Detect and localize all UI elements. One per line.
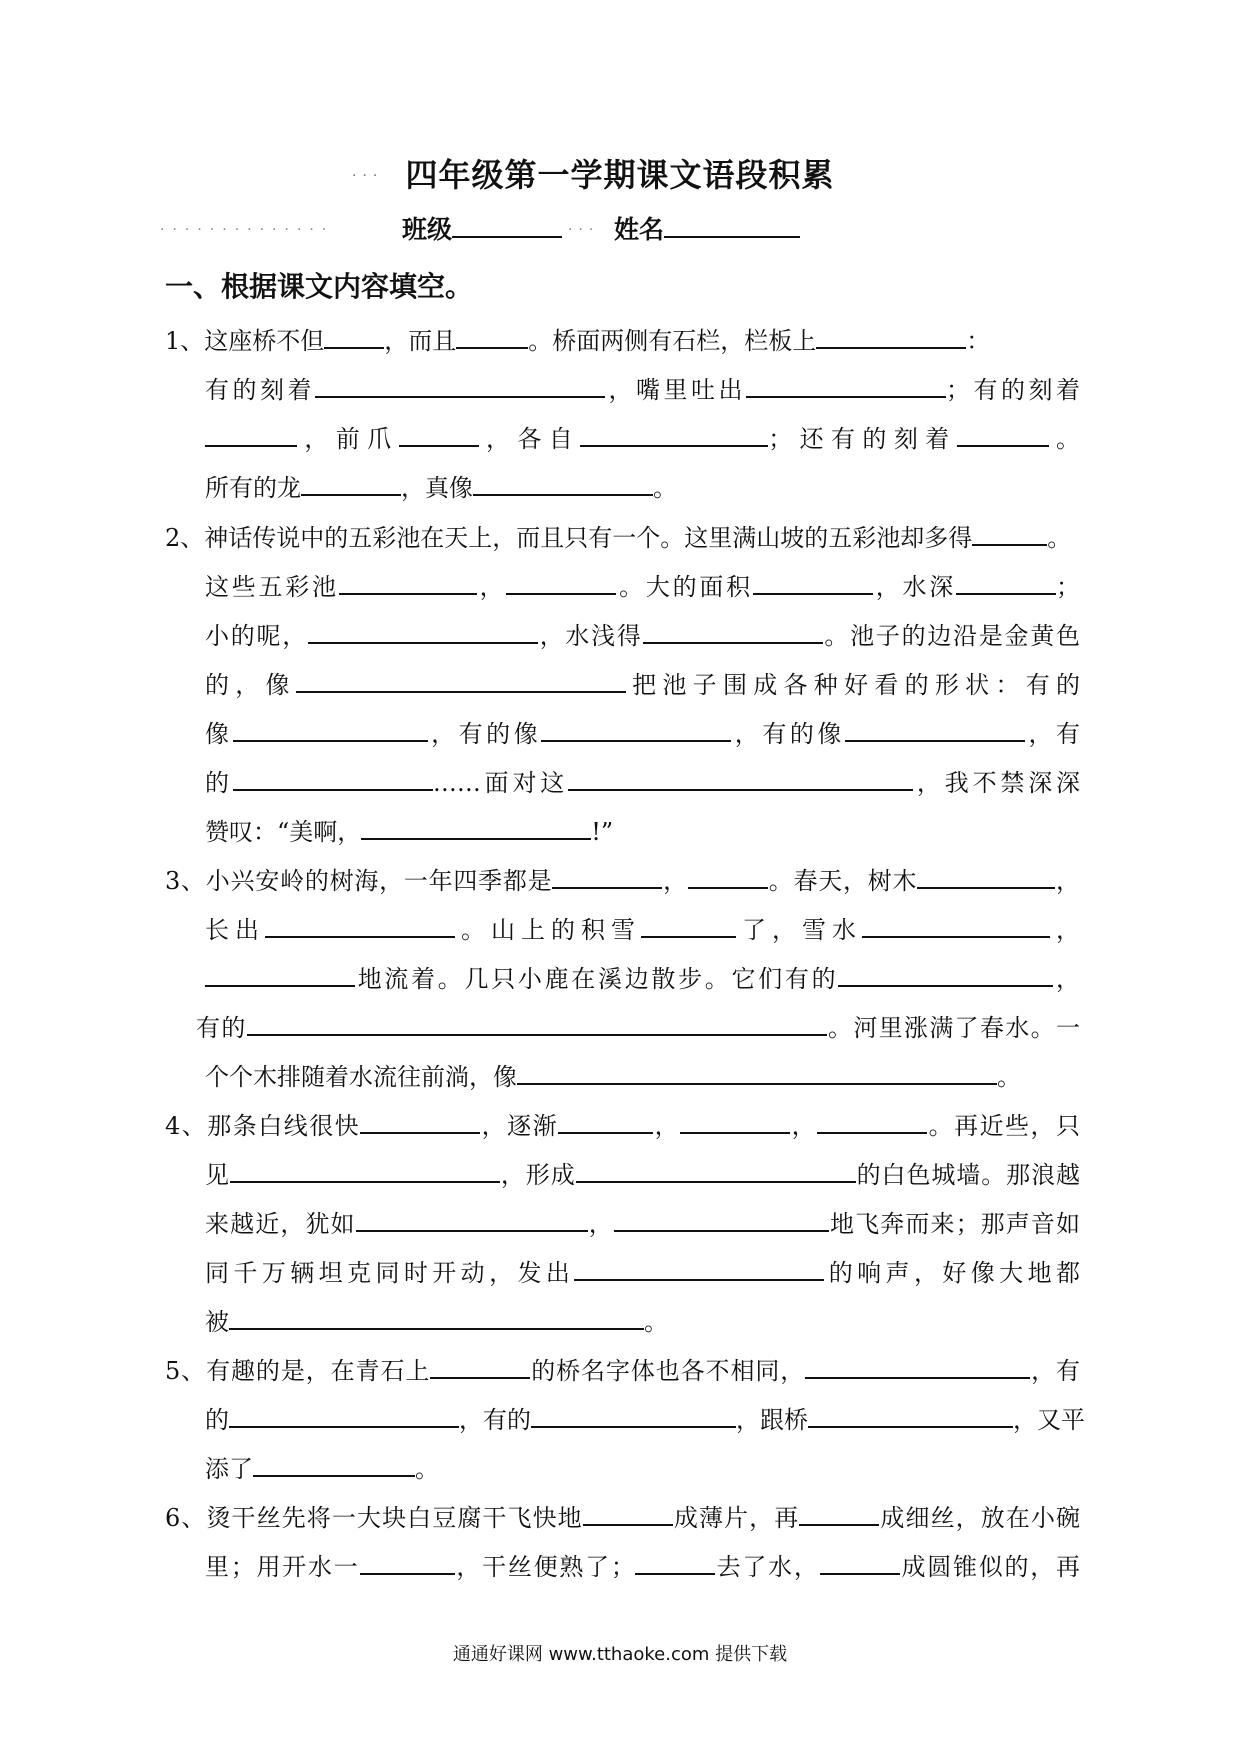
question-text: 2、 bbox=[165, 524, 205, 552]
question-text: 这些五彩池 bbox=[205, 573, 339, 601]
question-text: 的桥名字体也各不相同， bbox=[530, 1357, 806, 1385]
fill-blank bbox=[506, 569, 616, 595]
fill-blank bbox=[473, 470, 653, 496]
fill-blank bbox=[356, 1206, 588, 1232]
question-text: 被 bbox=[205, 1308, 229, 1336]
fill-blank bbox=[641, 912, 736, 938]
question-text: ， bbox=[653, 1112, 681, 1140]
question-text: 。 bbox=[653, 474, 677, 502]
question-text: 小的呢， bbox=[205, 622, 308, 650]
fill-blank bbox=[517, 1059, 997, 1085]
question-text: 。 bbox=[1047, 524, 1072, 552]
fill-blank bbox=[541, 716, 731, 742]
fill-blank bbox=[229, 1402, 459, 1428]
decorative-dots: ··· bbox=[568, 222, 600, 238]
fill-blank bbox=[253, 1451, 415, 1477]
question-text: ，逐渐 bbox=[480, 1112, 559, 1140]
fill-blank bbox=[265, 912, 455, 938]
question-text: ，水深 bbox=[872, 573, 957, 601]
fill-blank bbox=[205, 421, 297, 447]
fill-blank bbox=[917, 863, 1055, 889]
fill-blank bbox=[576, 1157, 856, 1183]
question-2-line-2 bbox=[205, 569, 1080, 604]
fill-blank bbox=[838, 961, 1053, 987]
fill-blank bbox=[568, 765, 913, 791]
fill-blank bbox=[956, 569, 1056, 595]
question-text: ， bbox=[662, 867, 688, 895]
fill-blank bbox=[296, 667, 626, 693]
question-4-line-3 bbox=[205, 1206, 1080, 1241]
question-text: 。大的面积 bbox=[616, 573, 753, 601]
question-4-line-4 bbox=[205, 1255, 1080, 1290]
question-text: 6、 bbox=[165, 1504, 207, 1532]
question-2-line-6 bbox=[205, 765, 1080, 800]
question-2-line-7 bbox=[205, 814, 613, 849]
question-text: 。山上的积雪 bbox=[455, 916, 641, 944]
question-text: 5、 bbox=[165, 1357, 207, 1385]
question-5-line-3 bbox=[205, 1451, 439, 1486]
fill-blank bbox=[531, 1402, 736, 1428]
question-text: 。 bbox=[415, 1455, 439, 1483]
question-text: 有的 bbox=[196, 1014, 247, 1042]
name-label: 姓名 bbox=[614, 215, 665, 244]
question-text: 这座桥不但 bbox=[204, 327, 325, 355]
question-text: 。 bbox=[644, 1308, 668, 1336]
question-text: ；还有的刻着 bbox=[768, 425, 957, 453]
question-text: 像 bbox=[205, 720, 233, 748]
question-text: ， bbox=[1055, 867, 1081, 895]
question-1-line-4 bbox=[205, 470, 677, 505]
question-text: ，有的像 bbox=[427, 720, 542, 748]
fill-blank bbox=[233, 716, 428, 742]
question-text: ，有的像 bbox=[731, 720, 845, 748]
question-1-line-2 bbox=[205, 372, 1080, 407]
question-text: 。池子的边沿是金黄色 bbox=[822, 622, 1081, 650]
question-4-line-1 bbox=[165, 1108, 1080, 1143]
fill-blank bbox=[862, 912, 1050, 938]
fill-blank bbox=[816, 323, 966, 349]
question-text: 赞叹：“美啊， bbox=[205, 818, 362, 846]
fill-blank bbox=[324, 323, 384, 349]
question-5-line-1 bbox=[165, 1353, 1080, 1388]
fill-blank bbox=[580, 421, 768, 447]
class-field bbox=[402, 210, 562, 246]
fill-blank bbox=[552, 863, 662, 889]
fill-blank bbox=[643, 618, 823, 644]
question-text: ，跟桥 bbox=[736, 1406, 808, 1434]
question-3-line-3 bbox=[205, 961, 1080, 996]
question-text: 的 bbox=[205, 1406, 229, 1434]
question-text: ；有的刻着 bbox=[946, 376, 1080, 404]
fill-blank bbox=[230, 1157, 500, 1183]
fill-blank bbox=[746, 372, 946, 398]
fill-blank bbox=[339, 569, 477, 595]
question-text: 地流着。几只小鹿在溪边散步。它们有的 bbox=[355, 965, 839, 993]
question-text: 烫干丝先将一大块白豆腐干飞快地 bbox=[206, 1504, 583, 1532]
name-blank bbox=[664, 212, 800, 238]
question-text: ，而且 bbox=[384, 327, 457, 355]
question-text: !” bbox=[591, 818, 614, 846]
question-text: ，有的 bbox=[459, 1406, 531, 1434]
fill-blank bbox=[360, 1549, 455, 1575]
question-text: 个个木排随着水流往前淌，像 bbox=[205, 1063, 517, 1091]
question-text: 成薄片，再 bbox=[672, 1504, 800, 1532]
class-label: 班级 bbox=[402, 215, 453, 244]
question-text: ， bbox=[1053, 965, 1081, 993]
fill-blank bbox=[308, 618, 538, 644]
question-text: 。 bbox=[1048, 425, 1081, 453]
question-text: 成细丝，放在小碗 bbox=[879, 1504, 1081, 1532]
fill-blank bbox=[845, 716, 1025, 742]
fill-blank bbox=[688, 863, 768, 889]
fill-blank bbox=[360, 1108, 480, 1134]
fill-blank bbox=[315, 372, 605, 398]
question-6-line-1 bbox=[165, 1500, 1080, 1535]
question-text: 。春天，树木 bbox=[767, 867, 918, 895]
question-text: ， bbox=[476, 573, 507, 601]
question-1-line-1 bbox=[165, 323, 990, 358]
question-text: 神话传说中的五彩池在天上，而且只有一个。这里满山坡的五彩池却多得 bbox=[204, 524, 973, 552]
fill-blank bbox=[635, 1549, 715, 1575]
question-text: ，我不禁深深 bbox=[913, 769, 1081, 797]
question-3-line-5 bbox=[205, 1059, 1021, 1094]
fill-blank bbox=[247, 1010, 827, 1036]
question-text: ，干丝便熟了； bbox=[454, 1553, 635, 1581]
question-text: 所有的龙 bbox=[205, 474, 301, 502]
question-6-line-2 bbox=[205, 1549, 1080, 1584]
question-text: ，水浅得 bbox=[537, 622, 643, 650]
question-text: 里；用开水一 bbox=[205, 1553, 360, 1581]
fill-blank bbox=[361, 814, 591, 840]
question-2-line-4 bbox=[205, 667, 1080, 702]
question-text: 。再近些，只 bbox=[927, 1112, 1081, 1140]
question-text: ， bbox=[790, 1112, 818, 1140]
fill-blank bbox=[205, 961, 355, 987]
question-text: 把池子围成各种好看的形状：有的 bbox=[625, 671, 1081, 699]
question-text: 4、 bbox=[165, 1112, 208, 1140]
class-blank bbox=[452, 212, 562, 238]
fill-blank bbox=[957, 421, 1049, 447]
fill-blank bbox=[805, 1353, 1030, 1379]
question-4-line-5 bbox=[205, 1304, 668, 1339]
fill-blank bbox=[614, 1206, 829, 1232]
question-text: 。桥面两侧有石栏，栏板上 bbox=[528, 327, 817, 355]
name-field bbox=[614, 210, 800, 246]
fill-blank bbox=[753, 569, 873, 595]
question-text: ： bbox=[966, 327, 991, 355]
fill-blank bbox=[574, 1255, 824, 1281]
question-text: 有的刻着 bbox=[205, 376, 315, 404]
fill-blank bbox=[399, 421, 479, 447]
decorative-dots: ··· bbox=[352, 168, 384, 184]
question-text: 地飞奔而来；那声音如 bbox=[828, 1210, 1081, 1238]
fill-blank bbox=[430, 1353, 530, 1379]
question-text: ，前爪 bbox=[297, 425, 399, 453]
fill-blank bbox=[229, 1304, 644, 1330]
question-text: ，又平 bbox=[1013, 1406, 1085, 1434]
fill-blank bbox=[799, 1500, 879, 1526]
fill-blank bbox=[817, 1108, 927, 1134]
question-text: 有趣的是，在青石上 bbox=[206, 1357, 431, 1385]
question-3-line-4 bbox=[196, 1010, 1080, 1045]
question-text: 。 bbox=[997, 1063, 1021, 1091]
question-2-line-5 bbox=[205, 716, 1080, 751]
question-text: 3、 bbox=[165, 867, 206, 895]
question-text: ，真像 bbox=[401, 474, 473, 502]
fill-blank bbox=[301, 470, 401, 496]
question-3-line-2 bbox=[205, 912, 1080, 947]
question-text: ， bbox=[1050, 916, 1080, 944]
decorative-dots: ·············· bbox=[160, 222, 335, 238]
question-5-line-2 bbox=[205, 1402, 1085, 1437]
fill-blank bbox=[558, 1108, 653, 1134]
question-text: 的响声，好像大地都 bbox=[824, 1259, 1081, 1287]
question-text: ，形成 bbox=[499, 1161, 576, 1189]
question-text: 长出 bbox=[205, 916, 265, 944]
fill-blank bbox=[456, 323, 528, 349]
fill-blank bbox=[820, 1549, 900, 1575]
question-text: 同千万辆坦克同时开动，发出 bbox=[205, 1259, 575, 1287]
question-text: 了，雪水 bbox=[736, 916, 862, 944]
fill-blank bbox=[583, 1500, 673, 1526]
fill-blank bbox=[233, 765, 433, 791]
question-text: 去了水， bbox=[714, 1553, 820, 1581]
question-4-line-2 bbox=[205, 1157, 1080, 1192]
footer-credit: 通通好课网 www.tthaoke.com 提供下载 bbox=[452, 1644, 788, 1665]
fill-blank bbox=[808, 1402, 1013, 1428]
question-text: 添了 bbox=[205, 1455, 253, 1483]
question-3-line-1 bbox=[165, 863, 1080, 898]
question-text: 1、 bbox=[165, 327, 205, 355]
question-text: ，嘴里吐出 bbox=[605, 376, 746, 404]
question-text: 来越近，犹如 bbox=[205, 1210, 356, 1238]
fill-blank bbox=[972, 520, 1047, 546]
question-text: 成圆锥似的，再 bbox=[899, 1553, 1081, 1581]
question-text: 那条白线很快 bbox=[207, 1112, 361, 1140]
question-text: ，有 bbox=[1030, 1357, 1081, 1385]
fill-blank bbox=[680, 1108, 790, 1134]
question-text: ，各自 bbox=[478, 425, 581, 453]
page-title: 四年级第一学期课文语段积累 bbox=[405, 156, 835, 194]
question-text: 小兴安岭的树海，一年四季都是 bbox=[205, 867, 553, 895]
question-text: ，有 bbox=[1024, 720, 1081, 748]
question-text: ； bbox=[1056, 573, 1081, 601]
section-heading: 一、根据课文内容填空。 bbox=[165, 270, 474, 303]
question-2-line-3 bbox=[205, 618, 1080, 653]
question-1-line-3 bbox=[205, 421, 1080, 456]
question-text: 的，像 bbox=[205, 671, 296, 699]
question-text: 的 bbox=[205, 769, 233, 797]
question-text: 见 bbox=[205, 1161, 230, 1189]
question-text: 。河里涨满了春水。一 bbox=[826, 1014, 1081, 1042]
question-text: 的白色城墙。那浪越 bbox=[855, 1161, 1081, 1189]
question-2-line-1 bbox=[165, 520, 1071, 555]
question-text: ， bbox=[587, 1210, 614, 1238]
question-text: ……面对这 bbox=[432, 769, 569, 797]
